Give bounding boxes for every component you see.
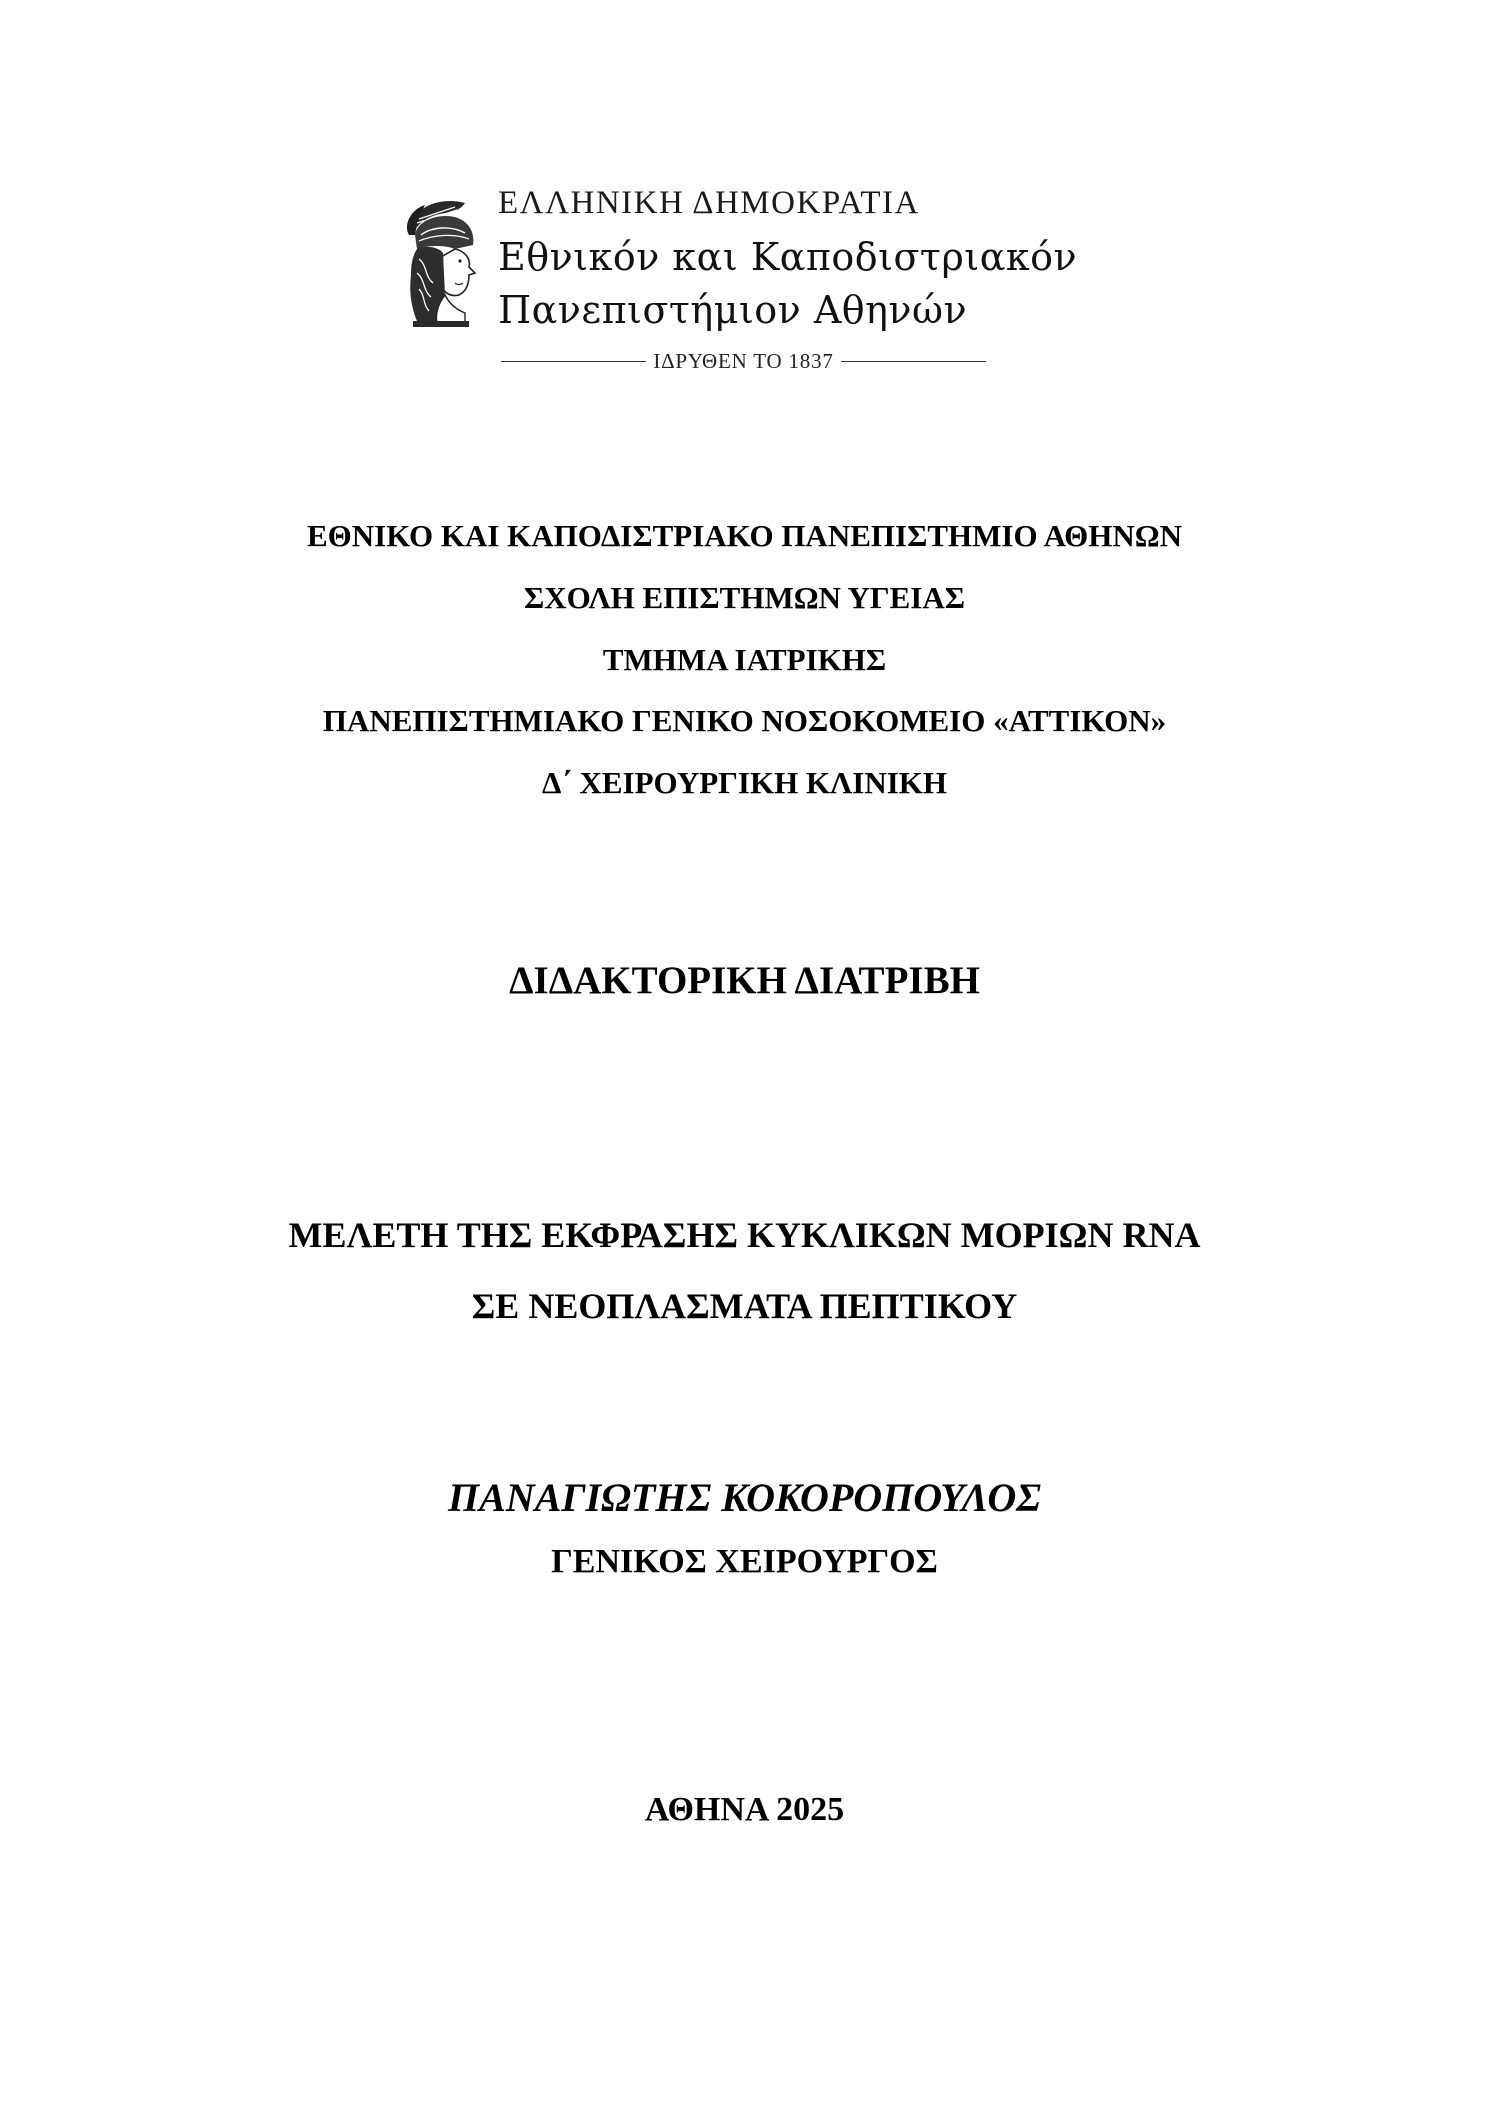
founded-rule-right: [841, 361, 986, 362]
document-type-heading: ΔΙΔΑΚΤΟΡΙΚΗ ΔΙΑΤΡΙΒΗ: [509, 959, 980, 1002]
founded-banner: [501, 348, 986, 374]
republic-label: ΕΛΛΗΝΙΚΗ ΔΗΜΟΚΡΑΤΙΑ: [498, 185, 920, 221]
institution-line-school: ΣΧΟΛΗ ΕΠΙΣΤΗΜΩΝ ΥΓΕΙΑΣ: [523, 580, 966, 615]
institution-line-university: ΕΘΝΙΚΟ ΚΑΙ ΚΑΠΟΔΙΣΤΡΙΑΚΟ ΠΑΝΕΠΙΣΤΗΜΙΟ ΑΘΗΝΩΝ: [306, 518, 1183, 553]
institution-line-department: ΤΜΗΜΑ ΙΑΤΡΙΚΗΣ: [602, 642, 887, 677]
founded-rule-left: [501, 361, 646, 362]
author-name: ΠΑΝΑΓΙΩΤΗΣ ΚΟΚΟΡΟΠΟΥΛΟΣ: [448, 1475, 1041, 1520]
university-logo: [395, 185, 1115, 380]
place-and-year: ΑΘΗΝΑ 2025: [644, 1791, 845, 1828]
thesis-title-line-2: ΣΕ ΝΕΟΠΛΑΣΜΑΤΑ ΠΕΠΤΙΚΟΥ: [471, 1286, 1018, 1326]
author-role: ΓΕΝΙΚΟΣ ΧΕΙΡΟΥΡΓΟΣ: [551, 1543, 938, 1580]
university-name-line-2: Πανεπιστήμιον Αθηνών: [498, 288, 968, 332]
founded-label: ΙΔΡΥΘΕΝ ΤΟ 1837: [653, 348, 834, 373]
athena-head-emblem-icon: [395, 195, 495, 330]
thesis-title-line-1: ΜΕΛΕΤΗ ΤΗΣ ΕΚΦΡΑΣΗΣ ΚΥΚΛΙΚΩΝ ΜΟΡΙΩΝ RNA: [288, 1215, 1201, 1255]
institution-line-clinic: Δ΄ ΧΕΙΡΟΥΡΓΙΚΗ ΚΛΙΝΙΚΗ: [541, 765, 948, 800]
university-name-line-1: Εθνικόν και Καποδιστριακόν: [498, 235, 1078, 279]
institution-line-hospital: ΠΑΝΕΠΙΣΤΗΜΙΑΚΟ ΓΕΝΙΚΟ ΝΟΣΟΚΟΜΕΙΟ «ΑΤΤΙΚΟΝ»: [322, 703, 1167, 738]
